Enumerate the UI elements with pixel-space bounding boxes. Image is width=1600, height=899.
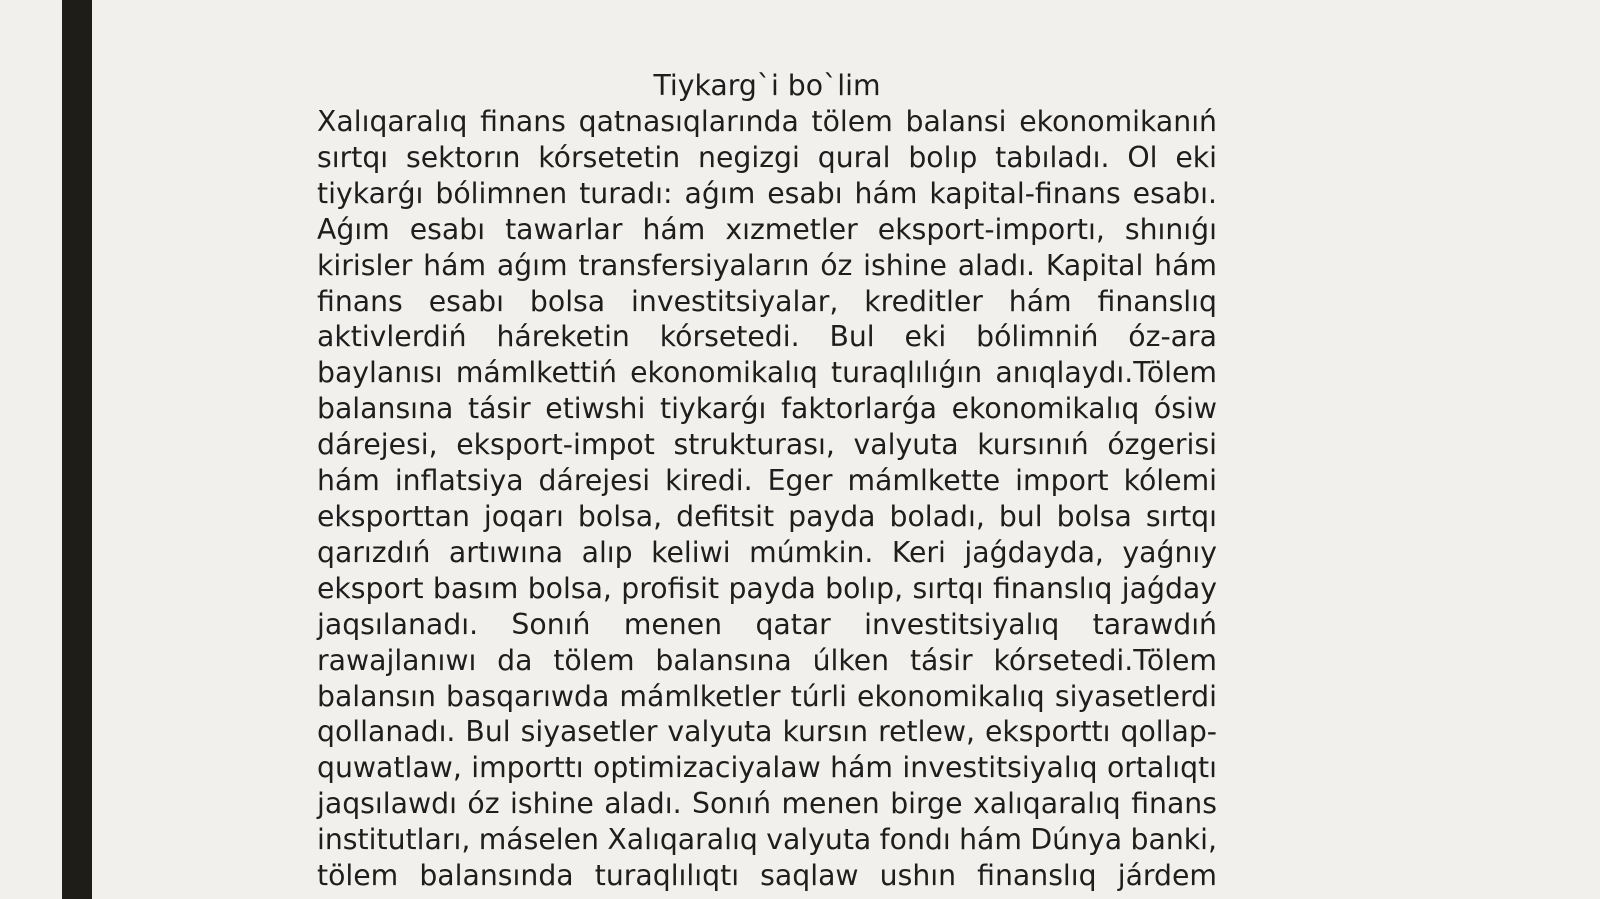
left-accent-bar	[62, 0, 92, 899]
slide-content	[317, 68, 1217, 894]
slide-body-text: Xalıqaralıq finans qatnasıqlarında tölem balansi ekonomikanıń sırtqı sektorın kórsetetin negizgi qural bolıp tabıladı. Ol eki tiykarǵı bólimnen turadı: aǵım esabı hám kapital-finans esabı. Aǵım esabı tawarlar hám xızmetler eksport-importı, shınıǵı kirisler hám aǵım transfersiyaların óz ishine aladı. Kapital hám finans esabı bolsa investitsiyalar, kreditler hám finanslıq aktivlerdiń háreketin kórsetedi. Bul eki bólimniń óz-ara baylanısı mámlkettiń ekonomikalıq turaqlılıǵın anıqlaydı.Tölem balansına tásir etiwshi tiykarǵı faktorlarǵa ekonomikalıq ósiw dárejesi, eksport-impot strukturası, valyuta kursınıń ózgerisi hám inflatsiya dárejesi kiredi. Eger mámlkette import kólemi eksporttan joqarı bolsa, defitsit payda boladı, bul bolsa sırtqı qarızdıń artıwına alıp keliwi múmkin. Keri jaǵdayda, yaǵnıy eksport basım bolsa, profisit payda bolıp, sırtqı finanslıq jaǵday jaqsılanadı. Sonıń menen qatar investitsiyalıq tarawdıń rawajlanıwı da tölem balansına úlken tásir kórsetedi.Tölem balansın basqarıwda mámlketler túrli ekonomikalıq siyasetlerdi qollanadı. Bul siyasetler valyuta kursın retlew, eksporttı qollap-quwatlaw, importtı optimizaciyalaw hám investitsiyalıq ortalıqtı jaqsılawdı óz ishine aladı. Sonıń menen birge xalıqaralıq finans institutları, máselen Xalıqaralıq valyuta fondı hám Dúnya banki, tölem balansında turaqlılıqtı saqlaw ushın finanslıq járdem	[317, 105, 1217, 893]
slide-title: Tiykarg`i bo`lim	[653, 69, 881, 102]
